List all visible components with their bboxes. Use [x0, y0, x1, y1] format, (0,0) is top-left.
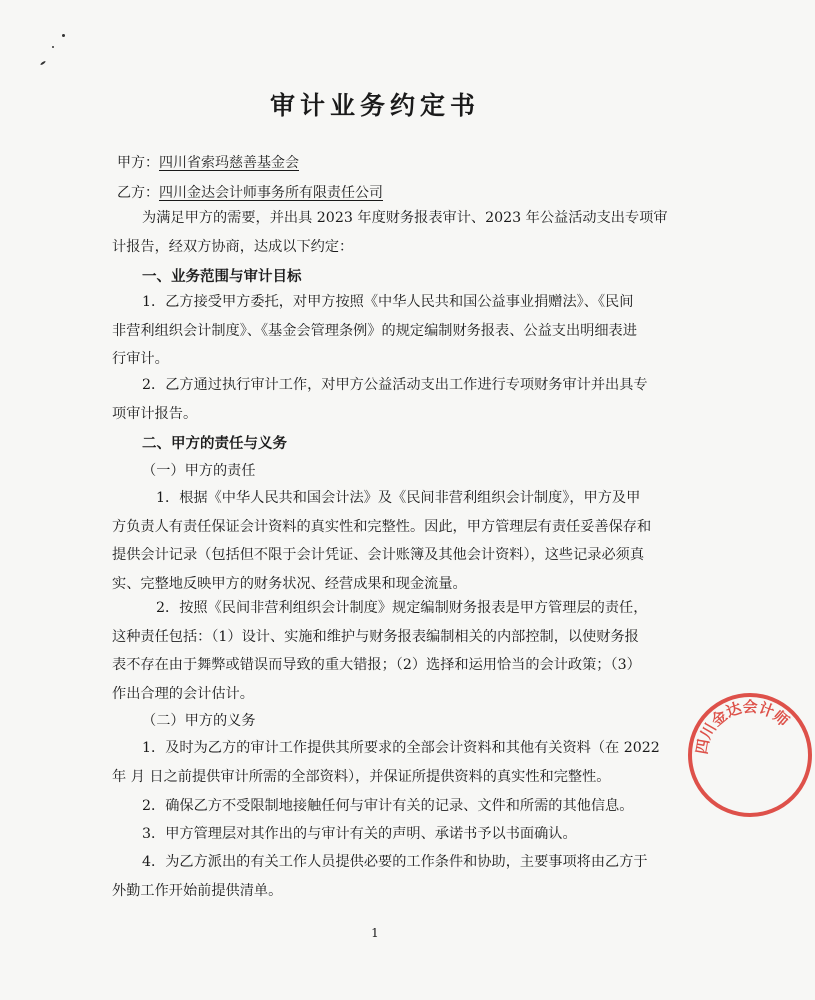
- party-b-value: 四川金达会计师事务所有限责任公司: [159, 185, 383, 201]
- text-line: 这种责任包括：（1）设计、实施和维护与财务报表编制相关的内部控制，以使财务报: [112, 628, 639, 645]
- intro-paragraph: [112, 204, 668, 261]
- company-seal: [685, 690, 815, 820]
- text-line: 行审计。: [112, 351, 169, 367]
- scan-speck: [52, 46, 54, 48]
- text-line: 为满足甲方的需要，并出具 2023 年度财务报表审计、2023 年公益活动支出专项审: [142, 210, 668, 226]
- text-line: 1．及时为乙方的审计工作提供其所要求的全部会计资料和其他有关资料（在 2022: [142, 740, 660, 756]
- text-line: 作出合理的会计估计。: [112, 685, 254, 702]
- party-a-label: 甲方：: [117, 155, 159, 171]
- text-line: 1．根据《中华人民共和国会计法》及《民间非营利组织会计制度》，甲方及甲: [156, 490, 641, 506]
- text-line: 年 月 日之前提供审计所需的全部资料），并保证所提供资料的真实性和完整性。: [112, 768, 611, 785]
- text-line: 计报告，经双方协商，达成以下约定：: [112, 238, 354, 255]
- party-b: [117, 182, 383, 202]
- subsection-heading: （一）甲方的责任: [142, 463, 256, 479]
- text-line: 非营利组织会计制度》、《基金会管理条例》的规定编制财务报表、公益支出明细表进: [112, 322, 637, 339]
- scope-item-1: [112, 288, 637, 374]
- text-line: 提供会计记录（包括但不限于会计凭证、会计账簿及其他会计资料），这些记录必须真: [112, 547, 645, 563]
- text-line: 表不存在由于舞弊或错误而导致的重大错报；（2）选择和运用恰当的会计政策；（3）: [112, 657, 641, 673]
- text-line: 3．甲方管理层对其作出的与审计有关的声明、承诺书予以书面确认。: [142, 826, 577, 842]
- text-line: 2．确保乙方不受限制地接触任何与审计有关的记录、文件和所需的其他信息。: [142, 798, 634, 814]
- section-heading: 一、业务范围与审计目标: [142, 268, 302, 285]
- text-line: 方负责人有责任保证会计资料的真实性和完整性。因此，甲方管理层有责任妥善保存和: [112, 518, 652, 535]
- document-title: 审计业务约定书: [269, 91, 480, 120]
- text-line: 1．乙方接受甲方委托，对甲方按照《中华人民共和国公益事业捐赠法》、《民间: [142, 294, 634, 310]
- party-a-value: 四川省索玛慈善基金会: [159, 155, 299, 171]
- responsibility-item-1: [112, 484, 652, 598]
- text-line: 2．按照《民间非营利组织会计制度》规定编制财务报表是甲方管理层的责任，: [156, 600, 648, 616]
- text-line: 2．乙方通过执行审计工作，对甲方公益活动支出工作进行专项财务审计并出具专: [142, 377, 648, 393]
- party-a: [117, 152, 299, 172]
- section-heading: 二、甲方的责任与义务: [142, 435, 287, 452]
- duty-item-4: [112, 848, 648, 905]
- duty-item-1: [112, 734, 660, 791]
- scope-item-2: [112, 371, 648, 428]
- responsibility-item-2: [112, 594, 648, 708]
- subsection-heading: （二）甲方的义务: [142, 713, 256, 729]
- duty-item-2: [112, 792, 632, 821]
- text-line: 项审计报告。: [112, 405, 198, 422]
- duty-item-3: [112, 820, 632, 849]
- text-line: 外勤工作开始前提供清单。: [112, 882, 283, 899]
- page-number: 1: [371, 926, 379, 940]
- scan-speck: [62, 34, 65, 37]
- text-line: 4．为乙方派出的有关工作人员提供必要的工作条件和协助，主要事项将由乙方于: [142, 854, 648, 870]
- scan-speck: [40, 60, 46, 65]
- seal-text: 四川金达会计师: [692, 697, 793, 756]
- party-b-label: 乙方：: [117, 185, 159, 201]
- text-line: 实、完整地反映甲方的财务状况、经营成果和现金流量。: [112, 575, 467, 592]
